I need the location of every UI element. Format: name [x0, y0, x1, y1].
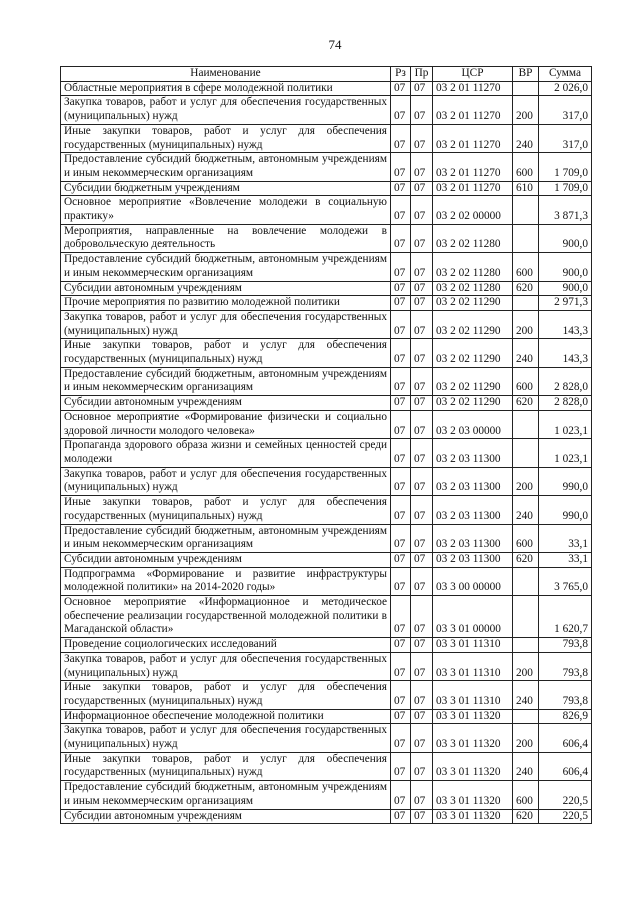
- cell-name: Предоставление субсидий бюджетным, автономным учреждениям и иным некоммерческим организациям: [61, 781, 391, 809]
- cell-sum: 317,0: [539, 96, 592, 124]
- cell-pr: 07: [411, 439, 433, 467]
- cell-csr: 03 2 01 11270: [433, 124, 513, 152]
- cell-sum: 3 871,3: [539, 196, 592, 224]
- cell-csr: 03 3 01 11310: [433, 652, 513, 680]
- cell-sum: 793,8: [539, 652, 592, 680]
- cell-sum: 3 765,0: [539, 567, 592, 595]
- cell-sum: 143,3: [539, 310, 592, 338]
- cell-vr: [513, 81, 539, 96]
- cell-csr: 03 2 02 11290: [433, 310, 513, 338]
- cell-pr: 07: [411, 724, 433, 752]
- cell-sum: 1 023,1: [539, 439, 592, 467]
- cell-sum: 33,1: [539, 552, 592, 567]
- cell-sum: 1 709,0: [539, 181, 592, 196]
- table-row: [61, 752, 592, 780]
- table-row: [61, 310, 592, 338]
- cell-sum: 33,1: [539, 524, 592, 552]
- cell-name: Иные закупки товаров, работ и услуг для обеспечения государственных (муниципальных) нужд: [61, 339, 391, 367]
- table-row: [61, 552, 592, 567]
- table-row: [61, 809, 592, 824]
- cell-vr: 240: [513, 496, 539, 524]
- cell-name: Субсидии автономным учреждениям: [61, 396, 391, 411]
- cell-sum: 1 023,1: [539, 410, 592, 438]
- cell-rz: 07: [391, 124, 411, 152]
- cell-pr: 07: [411, 124, 433, 152]
- cell-name: Субсидии автономным учреждениям: [61, 552, 391, 567]
- cell-pr: 07: [411, 181, 433, 196]
- cell-pr: 07: [411, 809, 433, 824]
- cell-sum: 1 620,7: [539, 596, 592, 638]
- table-row: [61, 153, 592, 181]
- cell-csr: 03 2 01 11270: [433, 153, 513, 181]
- cell-name: Субсидии автономным учреждениям: [61, 809, 391, 824]
- cell-rz: 07: [391, 552, 411, 567]
- cell-rz: 07: [391, 181, 411, 196]
- cell-csr: 03 2 02 11290: [433, 339, 513, 367]
- cell-rz: 07: [391, 281, 411, 296]
- cell-vr: 600: [513, 524, 539, 552]
- cell-vr: 200: [513, 724, 539, 752]
- cell-csr: 03 3 01 11320: [433, 781, 513, 809]
- cell-pr: 07: [411, 410, 433, 438]
- cell-name: Иные закупки товаров, работ и услуг для обеспечения государственных (муниципальных) нужд: [61, 681, 391, 709]
- cell-csr: 03 3 01 11320: [433, 724, 513, 752]
- cell-rz: 07: [391, 196, 411, 224]
- table-row: [61, 253, 592, 281]
- cell-pr: 07: [411, 310, 433, 338]
- cell-name: Закупка товаров, работ и услуг для обеспечения государственных (муниципальных) нужд: [61, 467, 391, 495]
- cell-rz: 07: [391, 752, 411, 780]
- header-name: Наименование: [61, 67, 391, 82]
- cell-pr: 07: [411, 781, 433, 809]
- cell-rz: 07: [391, 496, 411, 524]
- cell-name: Предоставление субсидий бюджетным, автономным учреждениям и иным некоммерческим организациям: [61, 153, 391, 181]
- cell-sum: 793,8: [539, 638, 592, 653]
- table-row: [61, 724, 592, 752]
- cell-csr: 03 2 02 11290: [433, 396, 513, 411]
- cell-sum: 220,5: [539, 809, 592, 824]
- table-row: [61, 96, 592, 124]
- cell-vr: 620: [513, 809, 539, 824]
- cell-name: Подпрограмма «Формирование и развитие инфраструктуры молодежной политики» на 2014-2020 годы»: [61, 567, 391, 595]
- cell-vr: 620: [513, 281, 539, 296]
- table-row: [61, 681, 592, 709]
- cell-pr: 07: [411, 96, 433, 124]
- cell-sum: 606,4: [539, 724, 592, 752]
- cell-rz: 07: [391, 367, 411, 395]
- table-row: [61, 367, 592, 395]
- cell-vr: [513, 596, 539, 638]
- cell-name: Основное мероприятие «Вовлечение молодежи в социальную практику»: [61, 196, 391, 224]
- cell-rz: 07: [391, 652, 411, 680]
- cell-name: Закупка товаров, работ и услуг для обеспечения государственных (муниципальных) нужд: [61, 310, 391, 338]
- cell-rz: 07: [391, 153, 411, 181]
- cell-rz: 07: [391, 809, 411, 824]
- cell-sum: 900,0: [539, 253, 592, 281]
- cell-sum: 2 828,0: [539, 396, 592, 411]
- cell-rz: 07: [391, 296, 411, 311]
- cell-name: Закупка товаров, работ и услуг для обеспечения государственных (муниципальных) нужд: [61, 96, 391, 124]
- cell-pr: 07: [411, 467, 433, 495]
- cell-vr: 200: [513, 310, 539, 338]
- table-row: [61, 296, 592, 311]
- cell-pr: 07: [411, 339, 433, 367]
- cell-pr: 07: [411, 153, 433, 181]
- cell-csr: 03 2 03 11300: [433, 524, 513, 552]
- cell-sum: 793,8: [539, 681, 592, 709]
- cell-rz: 07: [391, 396, 411, 411]
- cell-vr: [513, 196, 539, 224]
- cell-rz: 07: [391, 596, 411, 638]
- cell-pr: 07: [411, 752, 433, 780]
- cell-pr: 07: [411, 396, 433, 411]
- cell-name: Областные мероприятия в сфере молодежной политики: [61, 81, 391, 96]
- cell-name: Субсидии бюджетным учреждениям: [61, 181, 391, 196]
- table-row: [61, 196, 592, 224]
- cell-rz: 07: [391, 638, 411, 653]
- cell-vr: 240: [513, 681, 539, 709]
- header-sum: Сумма: [539, 67, 592, 82]
- cell-name: Закупка товаров, работ и услуг для обеспечения государственных (муниципальных) нужд: [61, 724, 391, 752]
- cell-rz: 07: [391, 224, 411, 252]
- cell-name: Закупка товаров, работ и услуг для обеспечения государственных (муниципальных) нужд: [61, 652, 391, 680]
- cell-pr: 07: [411, 296, 433, 311]
- cell-rz: 07: [391, 681, 411, 709]
- cell-vr: 240: [513, 124, 539, 152]
- cell-csr: 03 3 01 11320: [433, 752, 513, 780]
- cell-pr: 07: [411, 496, 433, 524]
- cell-rz: 07: [391, 467, 411, 495]
- cell-pr: 07: [411, 681, 433, 709]
- cell-pr: 07: [411, 638, 433, 653]
- cell-rz: 07: [391, 439, 411, 467]
- table-row: [61, 524, 592, 552]
- cell-rz: 07: [391, 339, 411, 367]
- cell-pr: 07: [411, 567, 433, 595]
- table-row: [61, 709, 592, 724]
- cell-rz: 07: [391, 410, 411, 438]
- cell-name: Предоставление субсидий бюджетным, автономным учреждениям и иным некоммерческим организациям: [61, 524, 391, 552]
- cell-csr: 03 2 02 11280: [433, 224, 513, 252]
- cell-csr: 03 3 01 11320: [433, 709, 513, 724]
- cell-pr: 07: [411, 367, 433, 395]
- cell-sum: 1 709,0: [539, 153, 592, 181]
- table-row: [61, 439, 592, 467]
- cell-csr: 03 3 01 11310: [433, 681, 513, 709]
- cell-name: Иные закупки товаров, работ и услуг для обеспечения государственных (муниципальных) нужд: [61, 496, 391, 524]
- cell-rz: 07: [391, 781, 411, 809]
- table-row: [61, 339, 592, 367]
- cell-vr: 620: [513, 396, 539, 411]
- cell-csr: 03 2 01 11270: [433, 81, 513, 96]
- header-pr: Пр: [411, 67, 433, 82]
- cell-sum: 220,5: [539, 781, 592, 809]
- cell-name: Предоставление субсидий бюджетным, автономным учреждениям и иным некоммерческим организациям: [61, 253, 391, 281]
- cell-csr: 03 3 00 00000: [433, 567, 513, 595]
- table-row: [61, 596, 592, 638]
- cell-vr: 600: [513, 153, 539, 181]
- cell-name: Основное мероприятие «Информационное и методическое обеспечение реализации государственной молодежной политики в Магаданской области»: [61, 596, 391, 638]
- table-row: [61, 396, 592, 411]
- cell-name: Субсидии автономным учреждениям: [61, 281, 391, 296]
- cell-name: Прочие мероприятия по развитию молодежной политики: [61, 296, 391, 311]
- cell-pr: 07: [411, 253, 433, 281]
- table-row: [61, 410, 592, 438]
- cell-csr: 03 3 01 11320: [433, 809, 513, 824]
- cell-sum: 900,0: [539, 224, 592, 252]
- table-row: [61, 281, 592, 296]
- table-row: [61, 124, 592, 152]
- cell-csr: 03 2 03 00000: [433, 410, 513, 438]
- cell-vr: 200: [513, 467, 539, 495]
- cell-sum: 317,0: [539, 124, 592, 152]
- cell-csr: 03 2 02 11280: [433, 253, 513, 281]
- cell-name: Информационное обеспечение молодежной политики: [61, 709, 391, 724]
- cell-sum: 2 971,3: [539, 296, 592, 311]
- table-row: [61, 638, 592, 653]
- cell-csr: 03 2 03 11300: [433, 467, 513, 495]
- cell-pr: 07: [411, 196, 433, 224]
- cell-csr: 03 3 01 00000: [433, 596, 513, 638]
- cell-pr: 07: [411, 596, 433, 638]
- cell-vr: [513, 638, 539, 653]
- cell-csr: 03 2 01 11270: [433, 96, 513, 124]
- cell-vr: 240: [513, 752, 539, 780]
- cell-rz: 07: [391, 524, 411, 552]
- cell-vr: [513, 567, 539, 595]
- cell-csr: 03 2 02 11290: [433, 296, 513, 311]
- cell-name: Предоставление субсидий бюджетным, автономным учреждениям и иным некоммерческим организациям: [61, 367, 391, 395]
- cell-pr: 07: [411, 552, 433, 567]
- cell-vr: 200: [513, 652, 539, 680]
- cell-name: Пропаганда здорового образа жизни и семейных ценностей среди молодежи: [61, 439, 391, 467]
- cell-rz: 07: [391, 724, 411, 752]
- cell-sum: 990,0: [539, 496, 592, 524]
- cell-sum: 606,4: [539, 752, 592, 780]
- cell-vr: 600: [513, 367, 539, 395]
- cell-rz: 07: [391, 253, 411, 281]
- header-csr: ЦСР: [433, 67, 513, 82]
- cell-vr: 620: [513, 552, 539, 567]
- cell-rz: 07: [391, 567, 411, 595]
- cell-csr: 03 2 03 11300: [433, 496, 513, 524]
- cell-pr: 07: [411, 224, 433, 252]
- table-header-row: [61, 67, 592, 82]
- cell-sum: 826,9: [539, 709, 592, 724]
- cell-csr: 03 3 01 11310: [433, 638, 513, 653]
- cell-vr: [513, 439, 539, 467]
- cell-vr: 200: [513, 96, 539, 124]
- table-row: [61, 467, 592, 495]
- cell-csr: 03 2 02 00000: [433, 196, 513, 224]
- cell-vr: [513, 224, 539, 252]
- cell-csr: 03 2 01 11270: [433, 181, 513, 196]
- cell-pr: 07: [411, 524, 433, 552]
- budget-table: [60, 66, 592, 824]
- cell-pr: 07: [411, 281, 433, 296]
- header-vr: ВР: [513, 67, 539, 82]
- cell-csr: 03 2 03 11300: [433, 439, 513, 467]
- cell-sum: 2 828,0: [539, 367, 592, 395]
- cell-name: Иные закупки товаров, работ и услуг для обеспечения государственных (муниципальных) нужд: [61, 124, 391, 152]
- cell-csr: 03 2 02 11280: [433, 281, 513, 296]
- table-row: [61, 496, 592, 524]
- cell-csr: 03 2 02 11290: [433, 367, 513, 395]
- table-row: [61, 652, 592, 680]
- cell-name: Мероприятия, направленные на вовлечение молодежи в добровольческую деятельность: [61, 224, 391, 252]
- table-row: [61, 781, 592, 809]
- cell-sum: 2 026,0: [539, 81, 592, 96]
- cell-vr: [513, 296, 539, 311]
- table-row: [61, 181, 592, 196]
- table-row: [61, 81, 592, 96]
- cell-rz: 07: [391, 709, 411, 724]
- header-rz: Рз: [391, 67, 411, 82]
- cell-name: Проведение социологических исследований: [61, 638, 391, 653]
- cell-vr: [513, 410, 539, 438]
- cell-sum: 990,0: [539, 467, 592, 495]
- cell-vr: 610: [513, 181, 539, 196]
- cell-sum: 143,3: [539, 339, 592, 367]
- cell-pr: 07: [411, 81, 433, 96]
- cell-name: Иные закупки товаров, работ и услуг для обеспечения государственных (муниципальных) нужд: [61, 752, 391, 780]
- cell-name: Основное мероприятие «Формирование физически и социально здоровой личности молодого человека»: [61, 410, 391, 438]
- cell-pr: 07: [411, 652, 433, 680]
- cell-vr: 240: [513, 339, 539, 367]
- cell-rz: 07: [391, 81, 411, 96]
- cell-pr: 07: [411, 709, 433, 724]
- cell-vr: 600: [513, 781, 539, 809]
- cell-vr: [513, 709, 539, 724]
- cell-rz: 07: [391, 310, 411, 338]
- cell-sum: 900,0: [539, 281, 592, 296]
- cell-rz: 07: [391, 96, 411, 124]
- table-row: [61, 224, 592, 252]
- cell-vr: 600: [513, 253, 539, 281]
- table-row: [61, 567, 592, 595]
- page-number: 74: [328, 37, 342, 52]
- table-body: [61, 81, 592, 824]
- cell-csr: 03 2 03 11300: [433, 552, 513, 567]
